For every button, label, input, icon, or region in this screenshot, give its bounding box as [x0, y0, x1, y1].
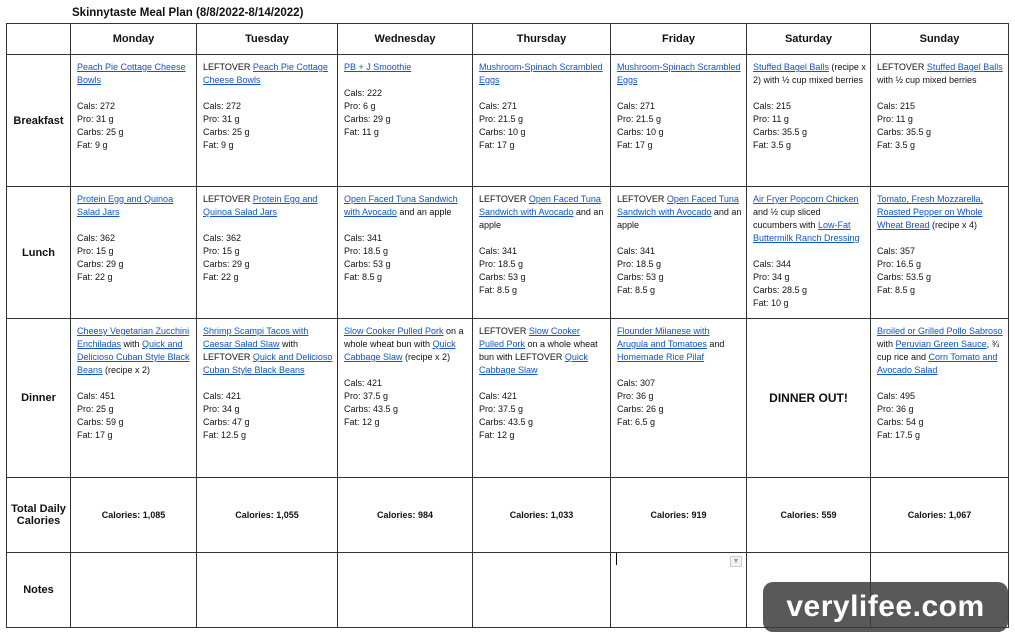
nutrition-line: Pro: 25 g: [77, 404, 114, 414]
meal-description: [747, 55, 870, 154]
recipe-link[interactable]: Mushroom-Spinach Scrambled Eggs: [479, 62, 603, 85]
day-header[interactable]: Sunday: [871, 24, 1009, 55]
meal-text: [479, 61, 606, 87]
nutrition-line: Pro: 31 g: [203, 114, 240, 124]
nutrition-line: Fat: 22 g: [77, 272, 113, 282]
recipe-link[interactable]: Open Faced Tuna Sandwich with Avocado: [617, 194, 739, 217]
meal-note-text: and: [706, 339, 725, 349]
nutrition-info: [877, 390, 1004, 442]
nutrition-line: Cals: 272: [77, 101, 116, 111]
nutrition-line: Fat: 8.5 g: [479, 285, 518, 295]
meal-text: [77, 325, 192, 377]
nutrition-line: Fat: 9 g: [203, 140, 234, 150]
recipe-link[interactable]: Slow Cooker Pulled Pork: [344, 326, 444, 336]
row-label-lunch[interactable]: Lunch: [7, 187, 71, 319]
nutrition-line: Carbs: 29 g: [203, 259, 250, 269]
breakfast-cell[interactable]: [338, 55, 473, 187]
nutrition-line: Fat: 17 g: [479, 140, 515, 150]
dinner-cell[interactable]: [473, 319, 611, 478]
nutrition-line: Cals: 271: [617, 101, 656, 111]
breakfast-cell[interactable]: [473, 55, 611, 187]
dropdown-arrow-icon[interactable]: ▼: [730, 556, 742, 567]
day-header[interactable]: Saturday: [747, 24, 871, 55]
meal-text: [877, 61, 1004, 87]
lunch-cell[interactable]: [338, 187, 473, 319]
meal-note-text: LEFTOVER: [877, 62, 927, 72]
nutrition-line: Pro: 11 g: [877, 114, 913, 124]
meal-description: [611, 319, 746, 431]
meal-description: [473, 187, 610, 299]
nutrition-info: [753, 258, 866, 310]
nutrition-line: Cals: 307: [617, 378, 656, 388]
meal-text: [617, 61, 742, 87]
recipe-link[interactable]: Open Faced Tuna Sandwich with Avocado: [344, 194, 458, 217]
recipe-link[interactable]: Quick and Delicioso Cuban Style Black Beans: [203, 352, 333, 375]
nutrition-line: Pro: 18.5 g: [617, 259, 662, 269]
nutrition-line: Carbs: 29 g: [344, 114, 391, 124]
nutrition-line: Fat: 8.5 g: [344, 272, 383, 282]
nutrition-line: Cals: 215: [753, 101, 792, 111]
dinner-cell[interactable]: [197, 319, 338, 478]
nutrition-info: [617, 377, 742, 429]
meal-text: [77, 193, 192, 219]
lunch-cell[interactable]: [71, 187, 197, 319]
nutrition-line: Cals: 341: [617, 246, 656, 256]
recipe-link[interactable]: Peach Pie Cottage Cheese Bowls: [77, 62, 186, 85]
recipe-link[interactable]: Air Fryer Popcorn Chicken: [753, 194, 859, 204]
recipe-link[interactable]: Homemade Rice Pilaf: [617, 352, 705, 362]
meal-note-text: and an apple: [479, 207, 604, 230]
nutrition-line: Fat: 17.5 g: [877, 430, 921, 440]
daily-calories-cell[interactable]: Calories: 1,085: [71, 478, 197, 553]
nutrition-line: Cals: 222: [344, 88, 383, 98]
meal-note-text: with LEFTOVER: [203, 339, 299, 362]
recipe-link[interactable]: Cheesy Vegetarian Zucchini Enchiladas: [77, 326, 190, 349]
nutrition-line: Cals: 362: [77, 233, 116, 243]
nutrition-line: Fat: 9 g: [77, 140, 108, 150]
meal-note-text: (recipe x 2) with ½ cup mixed berries: [753, 62, 866, 85]
recipe-link[interactable]: Low-Fat Buttermilk Ranch Dressing: [753, 220, 860, 243]
recipe-link[interactable]: Flounder Milanese with Arugula and Tomatoes: [617, 326, 710, 349]
nutrition-line: Pro: 18.5 g: [344, 246, 389, 256]
nutrition-line: Pro: 18.5 g: [479, 259, 524, 269]
recipe-link[interactable]: Protein Egg and Quinoa Salad Jars: [203, 194, 318, 217]
nutrition-line: Fat: 8.5 g: [877, 285, 916, 295]
nutrition-line: Pro: 31 g: [77, 114, 114, 124]
daily-calories-cell[interactable]: Calories: 919: [611, 478, 747, 553]
nutrition-line: Carbs: 54 g: [877, 417, 924, 427]
day-header[interactable]: Tuesday: [197, 24, 338, 55]
nutrition-line: Carbs: 53.5 g: [877, 272, 932, 282]
nutrition-line: Carbs: 29 g: [77, 259, 124, 269]
recipe-link[interactable]: Protein Egg and Quinoa Salad Jars: [77, 194, 174, 217]
meal-description: [871, 187, 1008, 299]
nutrition-line: Fat: 8.5 g: [617, 285, 656, 295]
daily-calories-cell[interactable]: Calories: 559: [747, 478, 871, 553]
notes-cell[interactable]: [71, 553, 197, 628]
lunch-row: [7, 187, 1009, 319]
nutrition-line: Fat: 12.5 g: [203, 430, 247, 440]
meal-description: [611, 187, 746, 299]
meal-text: [877, 193, 1004, 232]
nutrition-line: Fat: 3.5 g: [753, 140, 792, 150]
meal-description: [473, 319, 610, 444]
nutrition-line: Pro: 36 g: [877, 404, 914, 414]
meal-text: [203, 193, 333, 219]
meal-text: [753, 193, 866, 245]
nutrition-line: Cals: 272: [203, 101, 242, 111]
meal-text: [479, 325, 606, 377]
notes-cell[interactable]: [197, 553, 338, 628]
dinner-row: [7, 319, 1009, 478]
row-label-breakfast[interactable]: Breakfast: [7, 55, 71, 187]
meal-text: [77, 61, 192, 87]
meal-description: [747, 187, 870, 312]
row-label-notes[interactable]: Notes: [7, 553, 71, 628]
day-header[interactable]: Friday: [611, 24, 747, 55]
meal-note-text: with ½ cup mixed berries: [877, 75, 977, 85]
meal-note-text: LEFTOVER: [479, 326, 529, 336]
total-row: [7, 478, 1009, 553]
nutrition-line: Pro: 21.5 g: [479, 114, 524, 124]
meal-text: [617, 193, 742, 232]
nutrition-line: Cals: 421: [344, 378, 383, 388]
meal-description: [71, 55, 196, 154]
recipe-link[interactable]: Peach Pie Cottage Cheese Bowls: [203, 62, 328, 85]
nutrition-line: Carbs: 26 g: [617, 404, 664, 414]
recipe-link[interactable]: Peruvian Green Sauce: [895, 339, 987, 349]
nutrition-line: Cals: 344: [753, 259, 792, 269]
nutrition-line: Fat: 12 g: [344, 417, 380, 427]
nutrition-line: Carbs: 10 g: [617, 127, 664, 137]
nutrition-line: Cals: 495: [877, 391, 916, 401]
meal-note-text: LEFTOVER: [617, 194, 667, 204]
nutrition-line: Fat: 22 g: [203, 272, 239, 282]
nutrition-line: Carbs: 43.5 g: [344, 404, 399, 414]
meal-description: [338, 319, 472, 431]
text-cursor: [616, 553, 617, 565]
nutrition-info: [617, 245, 742, 297]
watermark: verylifee.com: [763, 582, 1008, 632]
nutrition-info: [344, 232, 468, 284]
nutrition-line: Pro: 16.5 g: [877, 259, 922, 269]
meal-text: [344, 61, 468, 74]
recipe-link[interactable]: Stuffed Bagel Balls: [753, 62, 829, 72]
meal-note-text: LEFTOVER: [203, 62, 253, 72]
dinner-cell[interactable]: [338, 319, 473, 478]
nutrition-info: [77, 390, 192, 442]
meal-description: [197, 55, 337, 154]
dinner-cell[interactable]: DINNER OUT!: [747, 319, 871, 478]
nutrition-line: Carbs: 53 g: [479, 272, 526, 282]
daily-calories-cell[interactable]: Calories: 1,055: [197, 478, 338, 553]
meal-text: [877, 325, 1004, 377]
day-header[interactable]: Thursday: [473, 24, 611, 55]
dinner-cell[interactable]: [611, 319, 747, 478]
nutrition-line: Carbs: 25 g: [203, 127, 250, 137]
nutrition-info: [877, 245, 1004, 297]
nutrition-line: Carbs: 53 g: [617, 272, 664, 282]
nutrition-line: Pro: 15 g: [77, 246, 114, 256]
nutrition-line: Pro: 34 g: [203, 404, 240, 414]
nutrition-info: [617, 100, 742, 152]
nutrition-line: Cals: 451: [77, 391, 116, 401]
nutrition-line: Pro: 34 g: [753, 272, 790, 282]
nutrition-info: [203, 100, 333, 152]
nutrition-line: Fat: 17 g: [617, 140, 653, 150]
nutrition-info: [344, 377, 468, 429]
meal-note-text: and an apple: [617, 207, 742, 230]
meal-text: [344, 325, 468, 364]
corner-cell: [7, 24, 71, 55]
nutrition-line: Fat: 12 g: [479, 430, 515, 440]
meal-text: [203, 325, 333, 377]
nutrition-line: Pro: 37.5 g: [344, 391, 389, 401]
lunch-cell[interactable]: [197, 187, 338, 319]
meal-note-text: , ¾ cup rice and: [877, 339, 1000, 362]
recipe-link[interactable]: Broiled or Grilled Pollo Sabroso: [877, 326, 1003, 336]
row-label-dinner[interactable]: Dinner: [7, 319, 71, 478]
lunch-cell[interactable]: [747, 187, 871, 319]
nutrition-info: [203, 390, 333, 442]
daily-calories-cell[interactable]: Calories: 1,067: [871, 478, 1009, 553]
dinner-cell[interactable]: [871, 319, 1009, 478]
nutrition-line: Fat: 17 g: [77, 430, 113, 440]
meal-description: [338, 55, 472, 141]
breakfast-row: [7, 55, 1009, 187]
recipe-link[interactable]: Quick Cabbage Slaw: [479, 352, 588, 375]
nutrition-info: [753, 100, 866, 152]
nutrition-info: [203, 232, 333, 284]
meal-description: [197, 187, 337, 286]
row-label-total[interactable]: Total Daily Calories: [7, 478, 71, 553]
dinner-cell[interactable]: [71, 319, 197, 478]
nutrition-line: Pro: 11 g: [753, 114, 789, 124]
nutrition-line: Carbs: 47 g: [203, 417, 250, 427]
meal-note-text: LEFTOVER: [479, 194, 529, 204]
nutrition-line: Pro: 36 g: [617, 391, 654, 401]
nutrition-info: [479, 100, 606, 152]
nutrition-line: Cals: 357: [877, 246, 916, 256]
notes-cell[interactable]: [473, 553, 611, 628]
nutrition-line: Cals: 341: [479, 246, 518, 256]
nutrition-line: Fat: 6.5 g: [617, 417, 656, 427]
nutrition-line: Carbs: 43.5 g: [479, 417, 534, 427]
lunch-cell[interactable]: [871, 187, 1009, 319]
breakfast-cell[interactable]: [747, 55, 871, 187]
meal-note-text: (recipe x 4): [929, 220, 978, 230]
meal-note-text: with: [877, 339, 896, 349]
nutrition-line: Carbs: 59 g: [77, 417, 124, 427]
recipe-link[interactable]: Mushroom-Spinach Scrambled Eggs: [617, 62, 741, 85]
recipe-link[interactable]: PB + J Smoothie: [344, 62, 412, 72]
nutrition-line: Pro: 21.5 g: [617, 114, 662, 124]
nutrition-line: Pro: 6 g: [344, 101, 376, 111]
recipe-link[interactable]: Corn Tomato and Avocado Salad: [877, 352, 998, 375]
meal-text: [753, 61, 866, 87]
notes-cell[interactable]: [611, 553, 747, 628]
meal-description: [197, 319, 337, 444]
meal-text: [203, 61, 333, 87]
meal-text: [617, 325, 742, 364]
daily-calories-cell[interactable]: Calories: 1,033: [473, 478, 611, 553]
meal-plan-table: [6, 23, 1009, 628]
nutrition-line: Carbs: 25 g: [77, 127, 124, 137]
meal-note-text: with: [121, 339, 143, 349]
breakfast-cell[interactable]: [611, 55, 747, 187]
nutrition-line: Carbs: 35.5 g: [753, 127, 808, 137]
meal-description: [871, 55, 1008, 154]
nutrition-line: Fat: 3.5 g: [877, 140, 916, 150]
nutrition-info: [77, 232, 192, 284]
nutrition-info: [877, 100, 1004, 152]
meal-text: [479, 193, 606, 232]
meal-note-text: LEFTOVER: [203, 194, 253, 204]
nutrition-line: Fat: 11 g: [344, 127, 379, 137]
nutrition-line: Cals: 421: [203, 391, 242, 401]
nutrition-line: Cals: 421: [479, 391, 518, 401]
nutrition-line: Cals: 271: [479, 101, 518, 111]
meal-note-text: (recipe x 2): [102, 365, 151, 375]
nutrition-info: [77, 100, 192, 152]
recipe-link[interactable]: Stuffed Bagel Balls: [926, 62, 1003, 72]
nutrition-line: Pro: 15 g: [203, 246, 240, 256]
nutrition-info: [479, 245, 606, 297]
lunch-cell[interactable]: [611, 187, 747, 319]
lunch-cell[interactable]: [473, 187, 611, 319]
nutrition-info: [344, 87, 468, 139]
breakfast-cell[interactable]: [197, 55, 338, 187]
meal-note-text: (recipe x 2): [402, 352, 451, 362]
nutrition-line: Carbs: 35.5 g: [877, 127, 932, 137]
meal-note-text: on a whole wheat bun with LEFTOVER: [479, 339, 598, 362]
nutrition-line: Fat: 10 g: [753, 298, 789, 308]
meal-note-text: on a whole wheat bun with: [344, 326, 464, 349]
nutrition-line: Cals: 215: [877, 101, 916, 111]
daily-calories-cell[interactable]: Calories: 984: [338, 478, 473, 553]
recipe-link[interactable]: Shrimp Scampi Tacos with Caesar Salad Slaw: [203, 326, 309, 349]
breakfast-cell[interactable]: [871, 55, 1009, 187]
nutrition-line: Cals: 362: [203, 233, 242, 243]
meal-note-text: and ½ cup sliced cucumbers with: [753, 207, 821, 230]
meal-description: [871, 319, 1008, 444]
recipe-link[interactable]: Quick and Delicioso Cuban Style Black Beans: [77, 339, 190, 375]
page-title: Skinnytaste Meal Plan (8/8/2022-8/14/2022): [72, 7, 304, 19]
breakfast-cell[interactable]: [71, 55, 197, 187]
recipe-link[interactable]: Slow Cooker Pulled Pork: [479, 326, 580, 349]
meal-description: [473, 55, 610, 154]
day-header[interactable]: Monday: [71, 24, 197, 55]
nutrition-info: [479, 390, 606, 442]
meal-description: [338, 187, 472, 286]
nutrition-line: Carbs: 10 g: [479, 127, 526, 137]
header-row: [7, 24, 1009, 55]
meal-note-text: and an apple: [396, 207, 452, 217]
recipe-link[interactable]: Open Faced Tuna Sandwich with Avocado: [479, 194, 601, 217]
nutrition-line: Pro: 37.5 g: [479, 404, 524, 414]
meal-description: [611, 55, 746, 154]
nutrition-line: Carbs: 53 g: [344, 259, 391, 269]
meal-description: [71, 319, 196, 444]
meal-description: [71, 187, 196, 286]
notes-cell[interactable]: [338, 553, 473, 628]
meal-text: [344, 193, 468, 219]
recipe-link[interactable]: Tomato, Fresh Mozzarella, Roasted Pepper on Whole Wheat Bread: [877, 194, 984, 230]
nutrition-line: Carbs: 28.5 g: [753, 285, 808, 295]
nutrition-line: Cals: 341: [344, 233, 383, 243]
recipe-link[interactable]: Quick Cabbage Slaw: [344, 339, 456, 362]
day-header[interactable]: Wednesday: [338, 24, 473, 55]
